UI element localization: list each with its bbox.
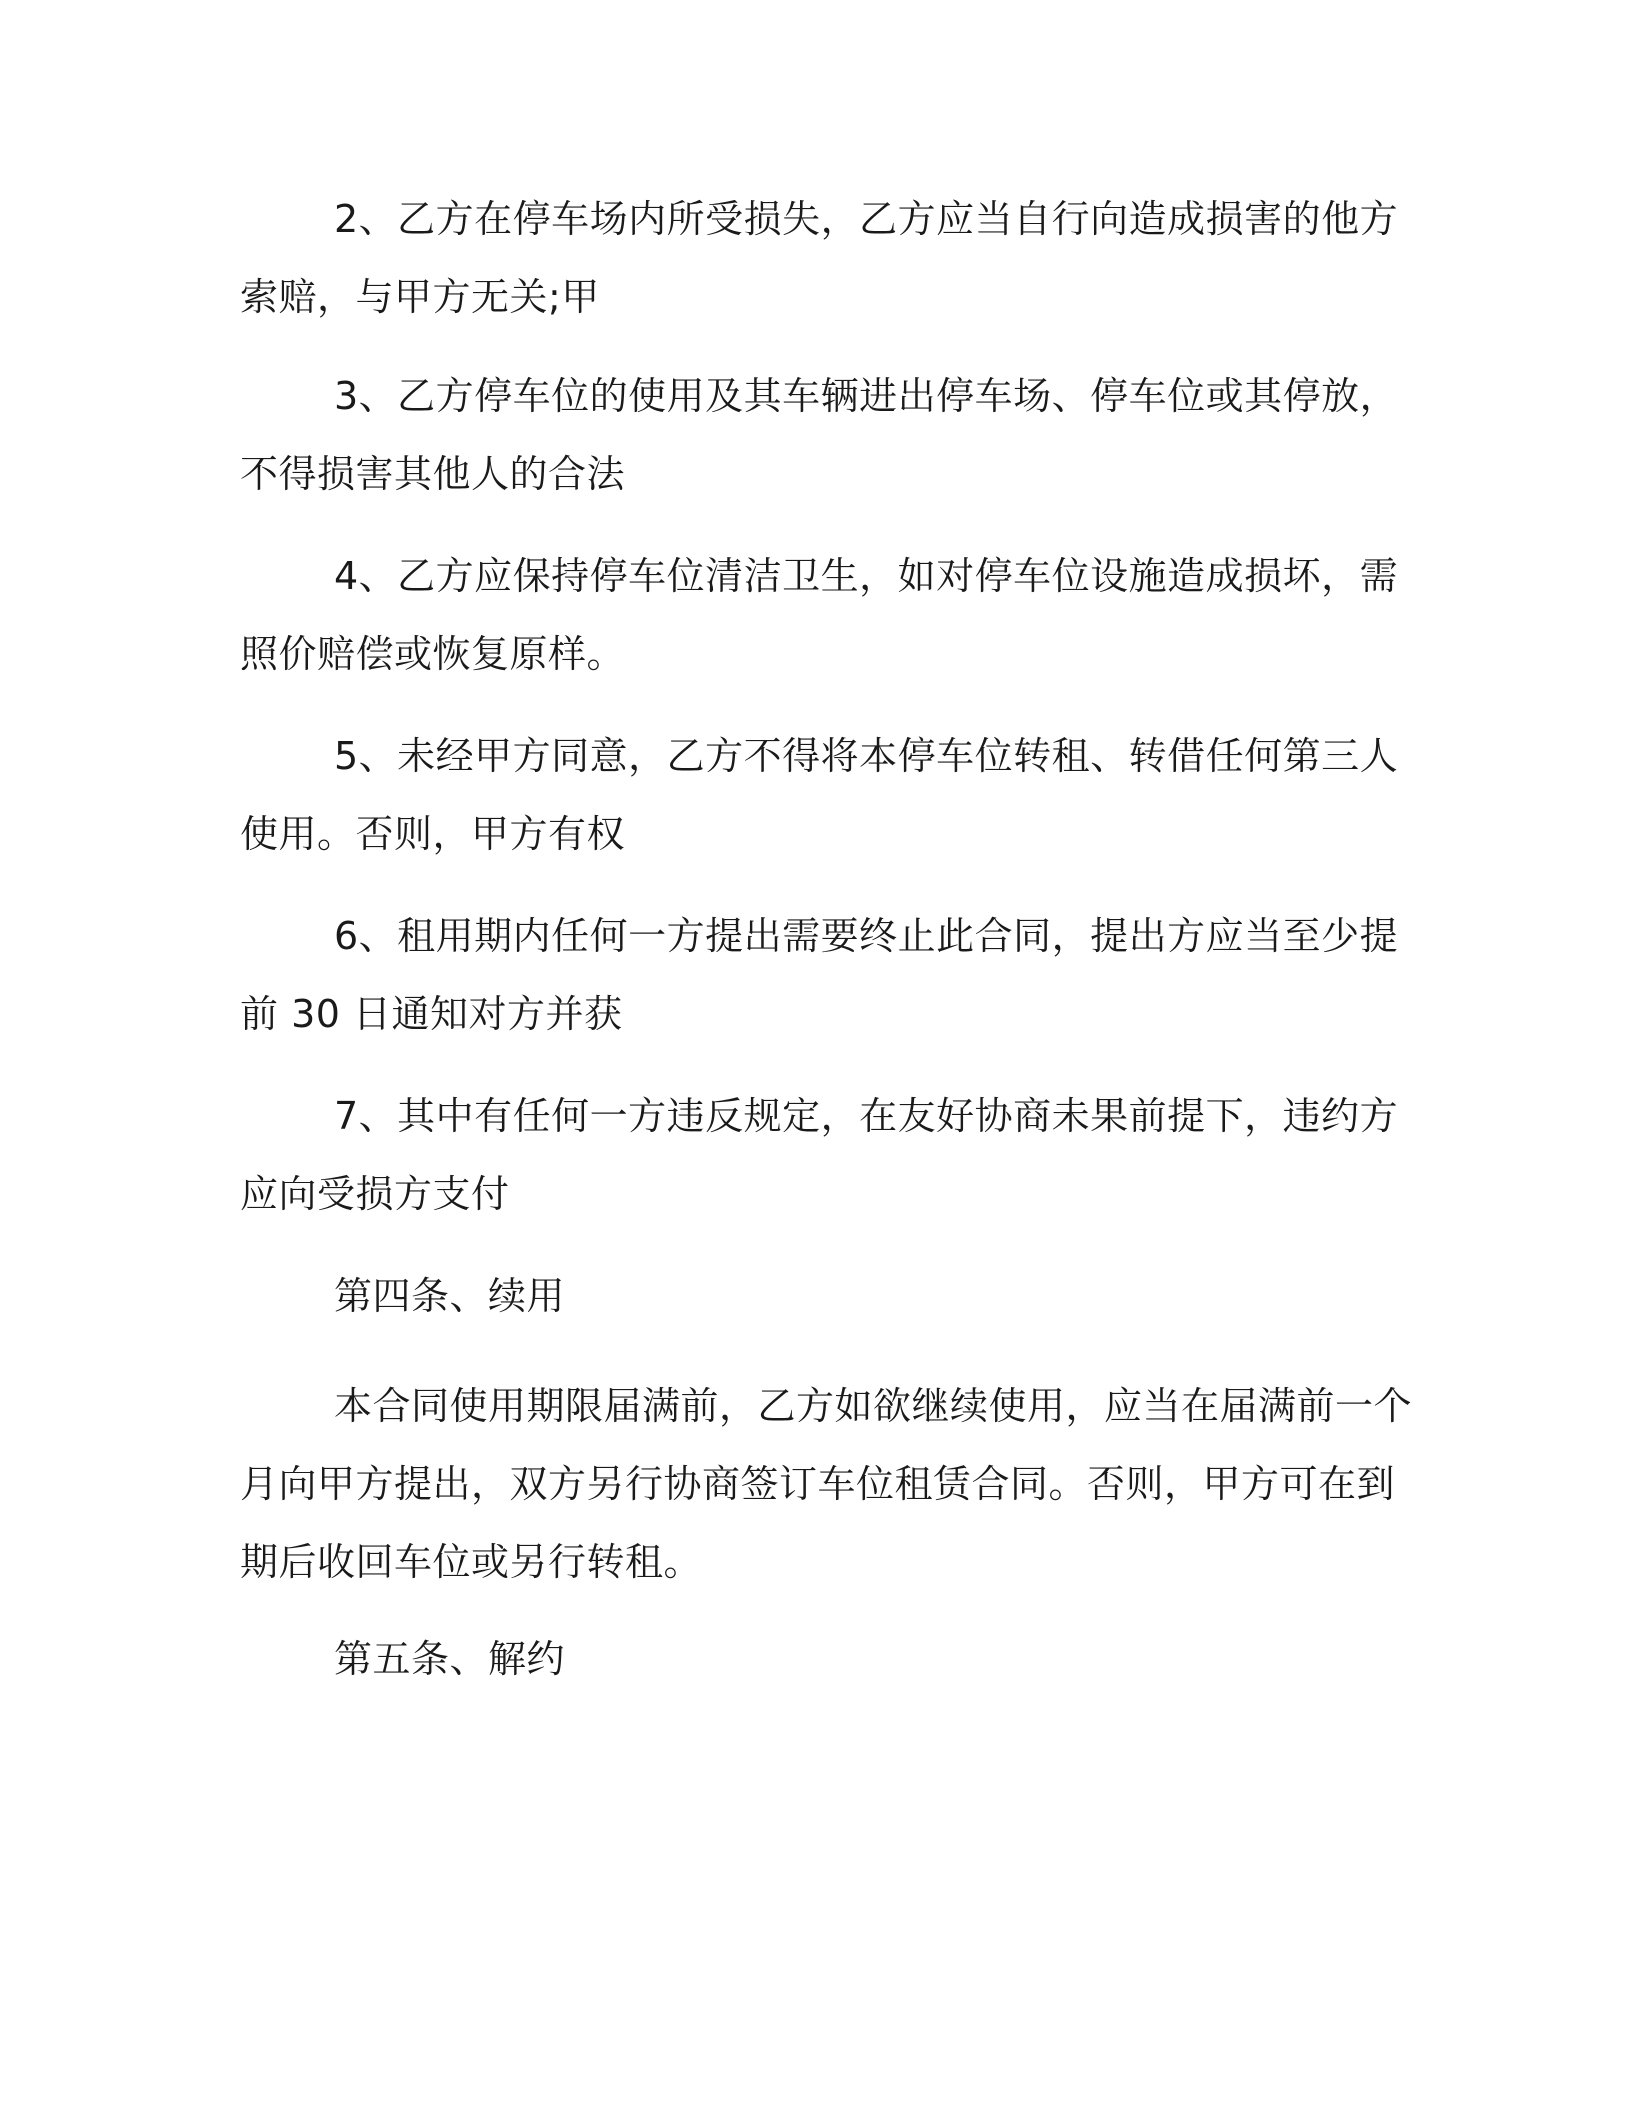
clause-7 [240, 1077, 1399, 1233]
renewal-paragraph [240, 1367, 1413, 1601]
renewal-line-2: 月向甲方提出，双方另行协商签订车位租赁合同。否则，甲方可在到 [240, 1462, 1396, 1506]
clause-2-line-2: 索赔，与甲方无关;甲 [240, 275, 600, 319]
clause-2 [240, 180, 1399, 336]
clause-4-line-2: 照价赔偿或恢复原样。 [240, 632, 626, 676]
clause-5 [240, 717, 1399, 873]
clause-3-line-2: 不得损害其他人的合法 [240, 452, 626, 496]
clause-4-line-1: 4、乙方应保持停车位清洁卫生，如对停车位设施造成损坏，需 [334, 554, 1399, 598]
clause-3-line-1: 3、乙方停车位的使用及其车辆进出停车场、停车位或其停放， [334, 374, 1399, 418]
section-5-heading [240, 1620, 1380, 1698]
clause-6 [240, 897, 1399, 1053]
section-4-heading-text: 第四条、续用 [334, 1274, 566, 1318]
clause-6-line-1: 6、租用期内任何一方提出需要终止此合同，提出方应当至少提 [334, 914, 1399, 958]
renewal-line-3: 期后收回车位或另行转租。 [240, 1540, 703, 1584]
renewal-line-1: 本合同使用期限届满前，乙方如欲继续使用，应当在届满前一个 [334, 1384, 1413, 1428]
clause-2-line-1: 2、乙方在停车场内所受损失，乙方应当自行向造成损害的他方 [334, 197, 1399, 241]
clause-7-line-2: 应向受损方支付 [240, 1172, 510, 1216]
clause-3 [240, 357, 1399, 513]
section-5-heading-text: 第五条、解约 [334, 1637, 566, 1681]
clause-4 [240, 537, 1399, 693]
clause-5-line-2: 使用。否则，甲方有权 [240, 812, 626, 856]
clause-7-line-1: 7、其中有任何一方违反规定，在友好协商未果前提下，违约方 [334, 1094, 1399, 1138]
section-4-heading [240, 1257, 1380, 1335]
clause-5-line-1: 5、未经甲方同意，乙方不得将本停车位转租、转借任何第三人 [334, 734, 1399, 778]
clause-6-line-2: 前 30 日通知对方并获 [240, 992, 623, 1036]
